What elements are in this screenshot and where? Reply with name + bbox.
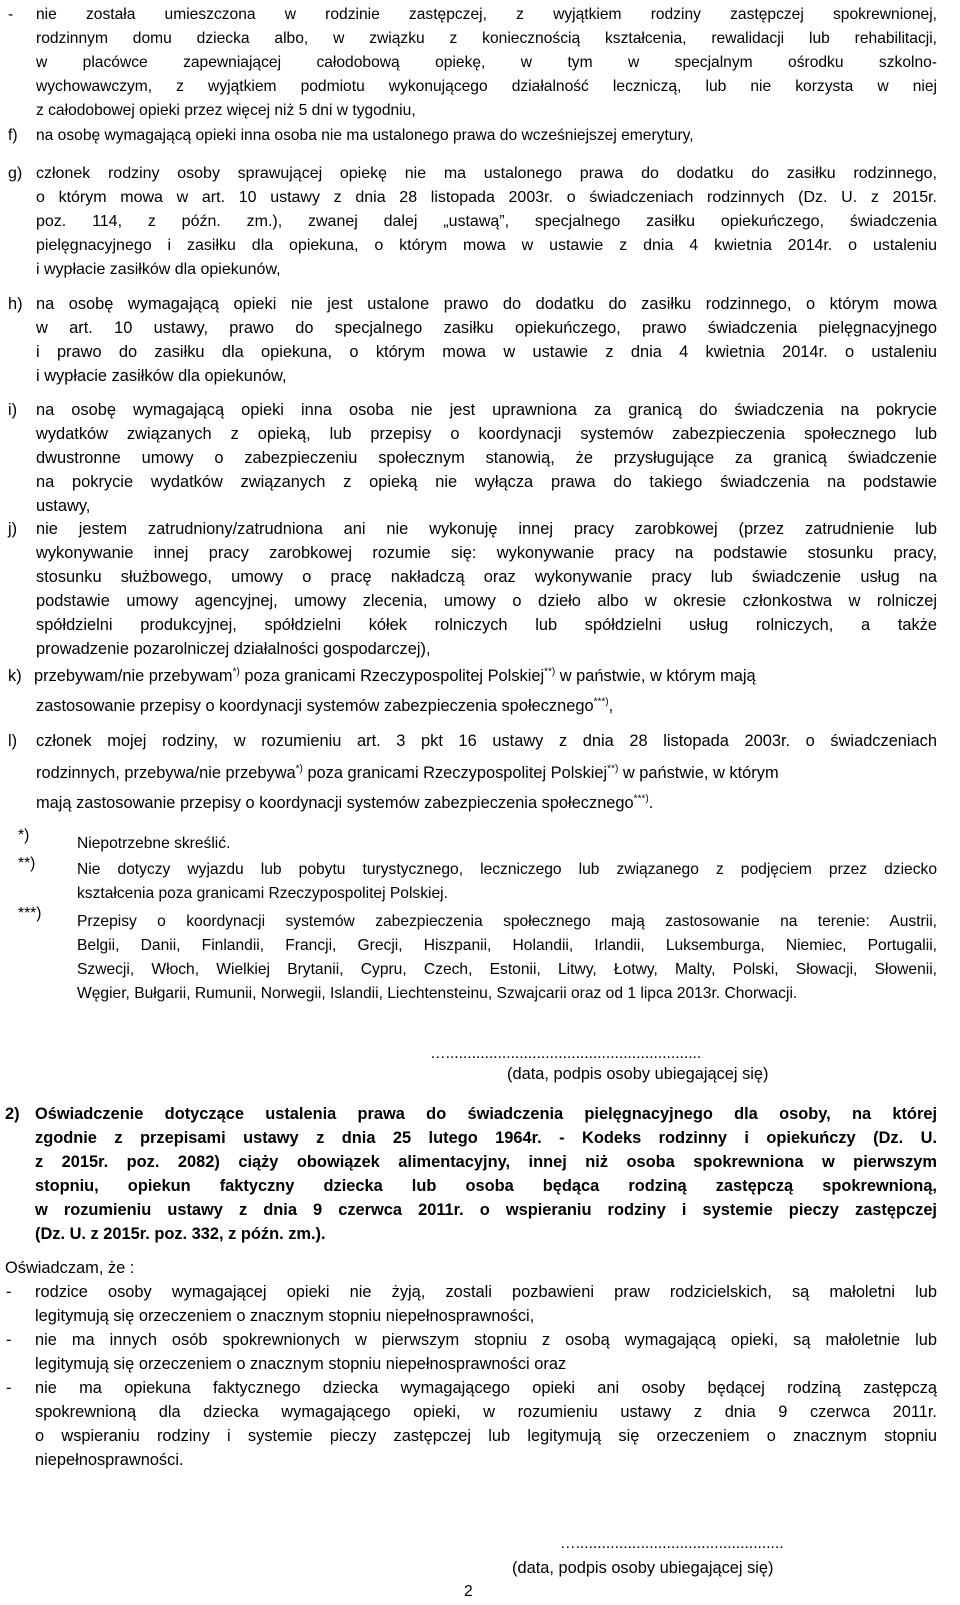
l-part: mają zastosowanie przepisy o koordynacji systemów zabezpieczenia społecznego — [36, 794, 634, 812]
item-l-text: członek mojej rodziny, w rozumieniu art. 3 pkt 16 ustawy z dnia 28 listopada 2003r. o świadczeniach — [36, 732, 937, 750]
l-part: . — [648, 794, 654, 812]
signature-caption: (data, podpis osoby ubiegającej się) — [512, 1559, 774, 1577]
item-k-text — [34, 664, 756, 688]
item-h-line — [0, 340, 960, 364]
item-j-text: stosunku służbowego, umowy o pracę nakładczą oraz wykonywanie pracy lub świadczenie usług na — [36, 568, 937, 586]
declaration-line — [0, 1400, 960, 1424]
l-part: poza granicami Rzeczypospolitej Polskiej — [302, 764, 608, 782]
item-g-line — [0, 162, 960, 186]
item-h-marker: h) — [8, 295, 23, 313]
k-part: zastosowanie przepisy o koordynacji systemów zabezpieczenia społecznego — [36, 697, 594, 715]
item-k-line — [0, 660, 960, 690]
signature-dots: …........................................................... — [430, 1045, 702, 1062]
item-i-text: dwustronne umowy o zabezpieczeniu społecznym stanowią, że przysługujące za granicą świadczenie — [36, 449, 937, 467]
item-g-text: poz. 114, z późn. zm.), zwanej dalej „ustawą”, specjalnego zasiłku opiekuńczego, świadczenia — [36, 213, 937, 230]
footnote-line — [0, 982, 960, 1006]
item-i-text: na pokrycie wydatków związanych z opieką nie wyłącza prawa do takiego świadczenia na podstawie — [36, 473, 937, 491]
footnote-mark: **) — [18, 855, 36, 872]
item-g-text: pielęgnacyjnego i zasiłku dla opiekuna, o którym mowa w ustawie z dnia 4 kwietnia 2014r. o ustaleniu — [36, 237, 937, 254]
footnote-text: Przepisy o koordynacji systemów zabezpieczenia społecznego mają zastosowanie na terenie: Austrii, — [77, 913, 937, 930]
item-g-marker: g) — [8, 165, 23, 182]
declaration-line — [0, 1376, 960, 1400]
declaration-line — [0, 1424, 960, 1448]
k-part: w państwie, w którym mają — [555, 667, 756, 685]
footnote-ref: **) — [544, 666, 556, 678]
top-item-line — [0, 27, 960, 51]
page-number: 2 — [464, 1583, 473, 1600]
item-j-line — [0, 541, 960, 565]
item-i-line — [0, 422, 960, 446]
section-2-line — [0, 1222, 960, 1246]
item-j-text: spółdzielni produkcyjnej, spółdzielni kółek rolniczych lub spółdzielni usług rolniczych, a także — [36, 616, 937, 634]
item-i-line — [0, 470, 960, 494]
top-item-text: nie została umieszczona w rodzinie zastępczej, z wyjątkiem rodziny zastępczej spokrewnionej, — [36, 6, 937, 23]
declaration-text: o wspieraniu rodziny i systemie pieczy zastępczej lub legitymują się orzeczeniem o znacznym stopniu — [35, 1427, 937, 1445]
item-j-line — [0, 565, 960, 589]
top-item-line — [0, 51, 960, 75]
item-h-line — [0, 292, 960, 316]
item-h-text: w art. 10 ustawy, prawo do specjalnego zasiłku opiekuńczego, prawo świadczenia pielęgnacyjnego — [36, 319, 937, 337]
item-l-text — [36, 761, 779, 785]
declaration-text: niepełnosprawności. — [35, 1451, 184, 1469]
item-i-marker: i) — [8, 401, 18, 419]
item-j-marker: j) — [8, 520, 18, 538]
footnote-text: Szwecji, Włoch, Wielkiej Brytanii, Cypru, Czech, Estonii, Litwy, Łotwy, Malty, Polski, Słowacji, Słowenii, — [77, 961, 937, 978]
item-l-text — [36, 791, 653, 815]
footnote-text: Belgii, Danii, Finlandii, Francji, Grecji, Hiszpanii, Holandii, Irlandii, Luksemburga, Niemiec, Portugalii, — [77, 937, 937, 954]
declare-intro-row — [0, 1256, 960, 1280]
declaration-text: nie ma opiekuna faktycznego dziecka wymagającego opieki ani osoby będącej rodziną zastępczą — [35, 1379, 937, 1397]
item-h-text: i wypłacie zasiłków dla opiekunów, — [36, 367, 287, 385]
section-2-line — [0, 1174, 960, 1198]
signature-dots-row — [0, 1532, 960, 1556]
declaration-text: legitymują się orzeczeniem o znacznym stopniu niepełnosprawności oraz — [35, 1355, 567, 1373]
item-g-text: i wypłacie zasiłków dla opiekunów, — [36, 261, 281, 278]
footnote-mark: *) — [18, 827, 30, 844]
footnote-text: Nie dotyczy wyjazdu lub pobytu turystycznego, leczniczego lub związanego z podjęciem przez dziecko — [77, 861, 937, 878]
footnote-ref: ***) — [633, 793, 649, 805]
section-2-line — [0, 1102, 960, 1126]
item-f-marker: f) — [8, 127, 18, 144]
item-l-line — [0, 727, 960, 757]
top-item-text: w placówce zapewniającej całodobową opiekę, w tym w specjalnym ośrodku szkolno- — [36, 54, 937, 71]
item-j-text: wykonywanie innej pracy zarobkowej rozumie się: wykonywanie pracy na podstawie stosunku pracy, — [36, 544, 937, 562]
top-item-text: rodzinnym domu dziecka albo, w związku z koniecznością kształcenia, rewalidacji lub rehabilitacji, — [36, 30, 937, 47]
declaration-text: nie ma innych osób spokrewnionych w pierwszym stopniu z osobą wymagającą opieki, są małoletnie lub — [35, 1331, 937, 1349]
footnote-ref: *) — [295, 763, 303, 775]
item-h-text: na osobę wymagającą opieki nie jest ustalone prawo do dodatku do zasiłku rodzinnego, o którym mowa — [36, 295, 937, 313]
signature-caption-row — [0, 1062, 960, 1086]
declaration-line — [0, 1448, 960, 1472]
declaration-line — [0, 1304, 960, 1328]
item-i-text: wydatków związanych z opieką, lub przepisy o koordynacji systemów zabezpieczenia społecznego lub — [36, 425, 937, 443]
l-part: w państwie, w którym — [618, 764, 779, 782]
k-part: poza granicami Rzeczypospolitej Polskiej — [239, 667, 545, 685]
section-2-text: zgodnie z przepisami ustawy z dnia 25 lutego 1964r. - Kodeks rodzinny i opiekuńczy (Dz. U. — [35, 1129, 937, 1147]
section-2-line — [0, 1198, 960, 1222]
footnote-line — [0, 958, 960, 982]
declaration-text: legitymują się orzeczeniem o znacznym stopniu niepełnosprawności, — [35, 1307, 535, 1325]
item-g-text: członek rodziny osoby sprawującej opiekę nie ma ustalonego prawa do dodatku do zasiłku rodzinnego, — [36, 165, 937, 182]
item-f-text: na osobę wymagającą opieki inna osoba nie ma ustalonego prawa do wcześniejszej emerytury, — [36, 127, 694, 144]
footnote-text: Niepotrzebne skreślić. — [77, 835, 231, 852]
section-2-text: stopniu, opiekun faktyczny dziecka lub osoba będąca rodziną zastępczą spokrewnioną, — [35, 1177, 937, 1195]
section-2-text: w rozumieniu ustawy z dnia 9 czerwca 2011r. o wspieraniu rodziny i systemie pieczy zastępczej — [35, 1201, 937, 1219]
top-item-line — [0, 99, 960, 123]
item-g-text: o którym mowa w art. 10 ustawy z dnia 28 listopada 2003r. o świadczeniach rodzinnych (Dz. U. z 2015r. — [36, 189, 937, 206]
declaration-line — [0, 1328, 960, 1352]
footnote-line — [0, 910, 960, 934]
footnote-text: Węgier, Bułgarii, Rumunii, Norwegii, Islandii, Liechtensteinu, Szwajcarii oraz od 1 lipca 2013r. Chorwacji. — [77, 985, 798, 1002]
footnote-ref: ***) — [593, 696, 609, 708]
signature-caption: (data, podpis osoby ubiegającej się) — [507, 1065, 769, 1083]
item-i-line — [0, 398, 960, 422]
l-part: rodzinnych, przebywa/nie przebywa — [36, 764, 296, 782]
declaration-line — [0, 1352, 960, 1376]
item-g-line — [0, 234, 960, 258]
top-item-text: wychowawczym, z wyjątkiem podmiotu wykonującego działalność leczniczą, lub nie korzysta w niej — [36, 78, 937, 95]
footnote-mark: ***) — [18, 905, 42, 922]
item-j-line — [0, 517, 960, 541]
top-item-line — [0, 75, 960, 99]
section-2-text: (Dz. U. z 2015r. poz. 332, z późn. zm.). — [35, 1225, 326, 1243]
section-2-line — [0, 1126, 960, 1150]
item-f-line — [0, 124, 960, 148]
item-l-marker: l) — [8, 732, 18, 750]
page-number-row — [0, 1580, 960, 1604]
k-part: przebywam/nie przebywam — [34, 667, 233, 685]
footnote-ref: **) — [607, 763, 619, 775]
item-g-line — [0, 210, 960, 234]
item-i-text: na osobę wymagającą opieki inna osoba nie jest uprawniona za granicą do świadczenia na pokrycie — [36, 401, 937, 419]
footnote-ref: *) — [232, 666, 240, 678]
item-h-line — [0, 364, 960, 388]
footnote-text: kształcenia poza granicami Rzeczypospolitej Polskiej. — [77, 885, 448, 902]
section-2-line — [0, 1150, 960, 1174]
section-2-text: z 2015r. poz. 2082) ciąży obowiązek alimentacyjny, innej niż osoba spokrewniona w pierwszym — [35, 1153, 937, 1171]
item-i-line — [0, 494, 960, 518]
item-j-line — [0, 613, 960, 637]
declare-intro: Oświadczam, że : — [5, 1259, 135, 1277]
item-j-text: prowadzenie pozarolniczej działalności gospodarczej), — [36, 640, 431, 658]
item-j-line — [0, 589, 960, 613]
item-h-text: i prawo do zasiłku dla opiekuna, o którym mowa w ustawie z dnia 4 kwietnia 2014r. o ustaleniu — [36, 343, 937, 361]
declaration-marker: - — [6, 1283, 12, 1301]
item-l-line — [0, 787, 960, 817]
footnote-line — [0, 858, 960, 882]
signature-caption-row — [0, 1556, 960, 1580]
item-k-line — [0, 690, 960, 720]
top-item-marker: - — [8, 6, 14, 23]
top-item-line — [0, 3, 960, 27]
item-j-text: podstawie umowy agencyjnej, umowy zlecenia, umowy o dzieło albo w okresie członkostwa w rolniczej — [36, 592, 937, 610]
declaration-text: spokrewnioną dla dziecka wymagającego opieki, w rozumieniu ustawy z dnia 9 czerwca 2011r. — [35, 1403, 937, 1421]
item-k-marker: k) — [8, 667, 22, 685]
item-h-line — [0, 316, 960, 340]
declaration-marker: - — [6, 1379, 12, 1397]
signature-dots: …................................................ — [560, 1535, 784, 1552]
section-2-number: 2) — [5, 1105, 20, 1123]
top-item-text: z całodobowej opieki przez więcej niż 5 dni w tygodniu, — [36, 102, 416, 119]
k-part: , — [608, 697, 614, 715]
declaration-marker: - — [6, 1331, 12, 1349]
item-g-line — [0, 258, 960, 282]
item-i-text: ustawy, — [36, 497, 91, 515]
section-2-text: Oświadczenie dotyczące ustalenia prawa do świadczenia pielęgnacyjnego dla osoby, na której — [35, 1105, 937, 1123]
item-g-line — [0, 186, 960, 210]
declaration-line — [0, 1280, 960, 1304]
item-l-line — [0, 757, 960, 787]
declaration-text: rodzice osoby wymagającej opieki nie żyją, zostali pozbawieni praw rodzicielskich, są małoletni lub — [35, 1283, 937, 1301]
footnote-line — [0, 934, 960, 958]
item-j-text: nie jestem zatrudniony/zatrudniona ani nie wykonuję innej pracy zarobkowej (przez zatrudnienie lub — [36, 520, 937, 538]
item-j-line — [0, 637, 960, 661]
item-i-line — [0, 446, 960, 470]
item-k-text — [36, 694, 613, 718]
